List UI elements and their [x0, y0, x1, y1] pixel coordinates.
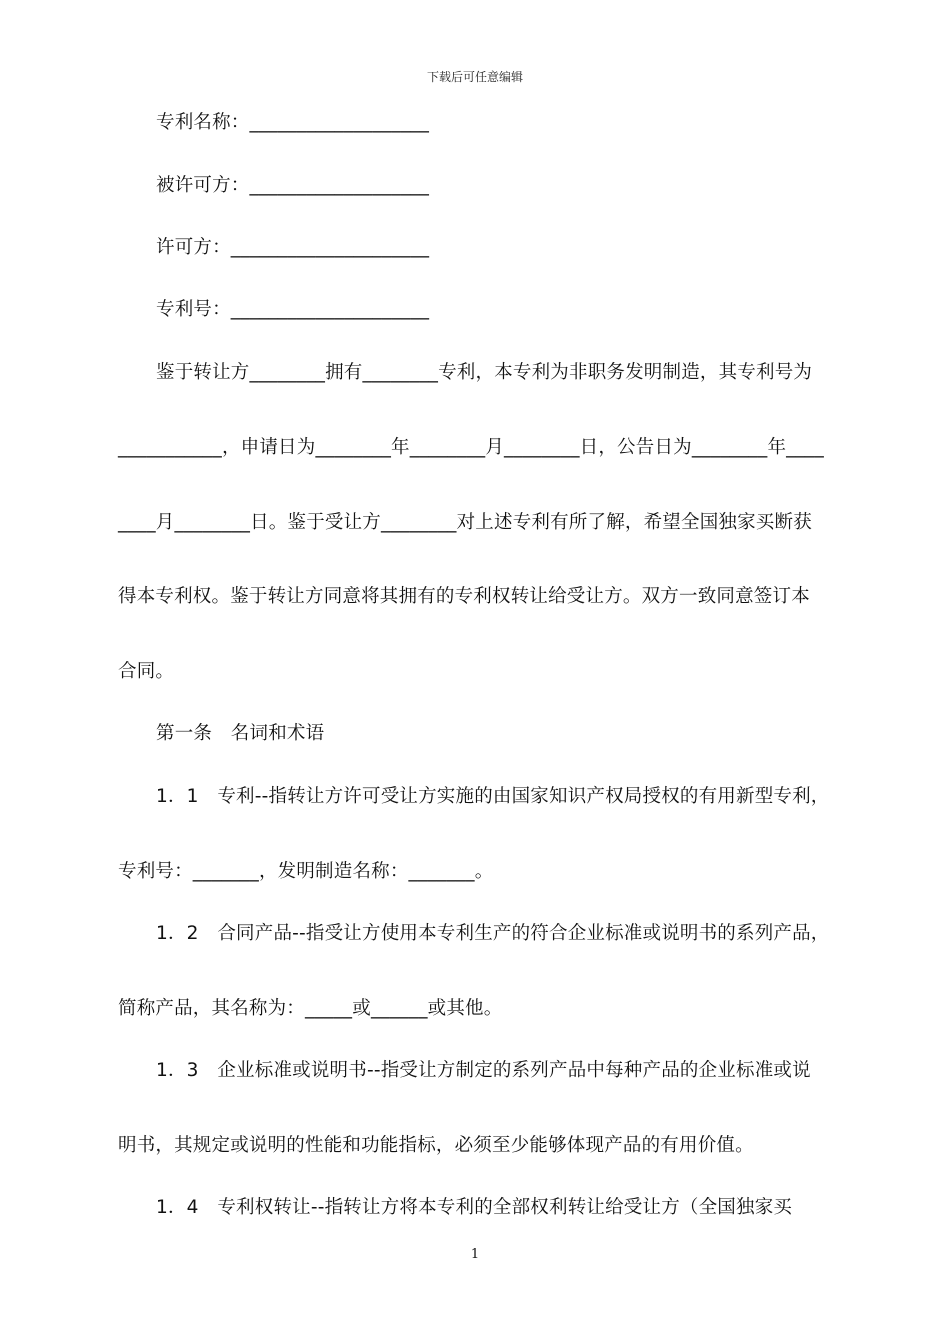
page-number: 1 [470, 1247, 480, 1262]
clause-1-1-line-1: 1．1 专利--指转让方许可受让方实施的由国家知识产权局授权的有用新型专利， [156, 786, 830, 807]
patent-number-field: 专利号：_____________________ [156, 299, 430, 320]
article-1-heading: 第一条 名词和术语 [156, 723, 325, 744]
clause-1-3-line-2: 明书，其规定或说明的性能和功能指标，必须至少能够体现产品的有用价值。 [118, 1135, 754, 1156]
page-header: 下载后可任意编辑 [426, 70, 523, 84]
preamble-line-3: ____月________日。鉴于受让方________对上述专利有所了解，希望全国独家买断获 [118, 512, 812, 533]
preamble-line-4: 得本专利权。鉴于转让方同意将其拥有的专利权转让给受让方。双方一致同意签订本 [118, 586, 810, 607]
licensee-field: 被许可方：___________________ [156, 175, 430, 196]
preamble-line-1: 鉴于转让方________拥有________专利，本专利为非职务发明制造，其专利号为 [156, 362, 813, 383]
clause-1-2-line-2: 简称产品，其名称为：_____或______或其他。 [118, 998, 503, 1019]
preamble-line-2: ___________，申请日为________年________月________日，公告日为________年____ [118, 437, 824, 458]
clause-1-3-line-1: 1．3 企业标准或说明书--指受让方制定的系列产品中每种产品的企业标准或说 [156, 1060, 811, 1081]
clause-1-1-line-2: 专利号：_______，发明制造名称：_______。 [118, 861, 494, 882]
patent-name-field: 专利名称：___________________ [156, 112, 430, 133]
clause-1-2-line-1: 1．2 合同产品--指受让方使用本专利生产的符合企业标准或说明书的系列产品， [156, 923, 830, 944]
licensor-field: 许可方：_____________________ [156, 237, 430, 258]
preamble-line-5: 合同。 [118, 661, 175, 682]
clause-1-4-line-1: 1．4 专利权转让--指转让方将本专利的全部权利转让给受让方（全国独家买 [156, 1197, 793, 1218]
